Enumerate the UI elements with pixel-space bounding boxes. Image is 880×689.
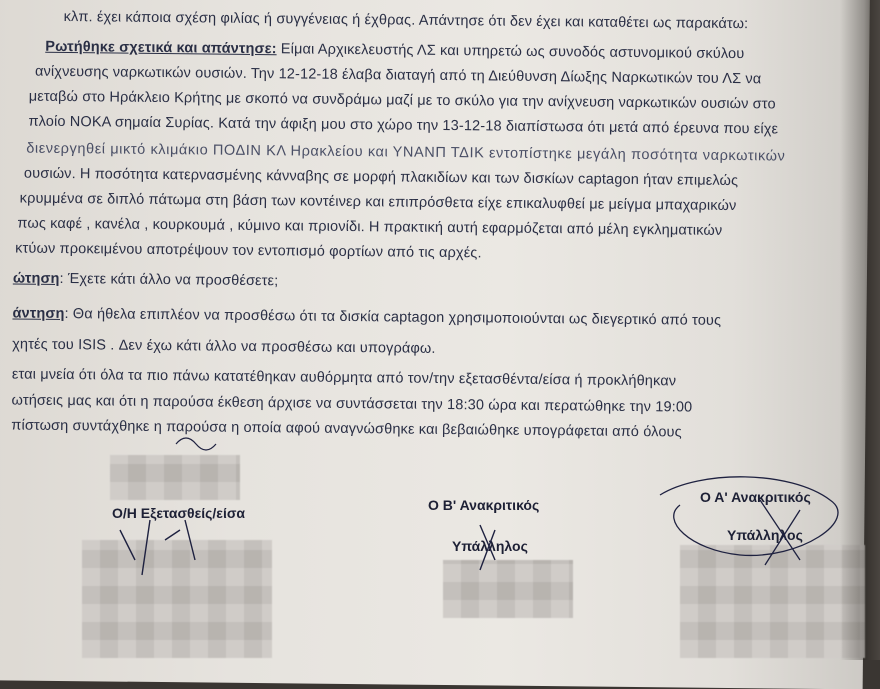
text-line: πίστωση συντάχθηκε η παρούσα η οποία αφού αναγνώσθηκε και βεβαιώθηκε υπογράφεται από όλους bbox=[11, 417, 682, 441]
text-line: ανίχνευσης ναρκωτικών ουσιών. Την 12-12-18 έλαβα διαταγή από τη Διεύθυνση Δίωξης Ναρκωτικών του ΛΣ να bbox=[34, 63, 762, 88]
answer-text: Είμαι Αρχικελευστής ΛΣ και υπηρετώ ως συνοδός αστυνομικού σκύλου bbox=[276, 41, 745, 63]
second-investigator-sub: Υπάλληλος bbox=[452, 538, 528, 554]
question-label: Ρωτήθηκε σχετικά και απάντησε: bbox=[45, 38, 277, 58]
text-line: μεταβώ στο Ηράκλειο Κρήτης με σκοπό να συνδράμω μαζί με το σκύλο για την ανίχνευση ναρκωτικών ουσιών στο bbox=[28, 88, 776, 113]
text-line: κλπ. έχει κάποια σχέση φιλίας ή συγγένειας ή έχθρας. Απάντησε ότι δεν έχει και καταθέτει ως παρακάτω: bbox=[63, 8, 749, 33]
first-investigator-label: Ο Α' Ανακριτικός bbox=[700, 489, 811, 505]
examinee-signature-label: Ο/Η Εξετασθείς/είσα bbox=[112, 505, 246, 521]
text-line: πως καφέ , κανέλα , κουρκουμά , κύμινο και πριονίδι. Η πρακτική αυτή εφαρμόζεται από μέλη εγκληματικών bbox=[17, 215, 723, 239]
page-edge-shadow bbox=[840, 0, 880, 660]
text-line: ωτήσεις μας και ότι η παρούσα έκθεση άρχισε να συντάσσεται την 18:30 ώρα και περατώθηκε την 19:00 bbox=[11, 392, 693, 416]
text-line: κτύων προκειμένου αποτρέψουν τον εντοπισμό φορτίων από τις αρχές. bbox=[15, 240, 482, 262]
text-line: διενεργηθεί μικτό κλιμάκιο ΠΟΔΙΝ ΚΛ Ηρακλείου και ΥΝΑΝΠ ΤΔΙΚ εντοπίστηκε μεγάλη ποσότητα ναρκωτικών bbox=[26, 140, 786, 165]
first-investigator-sub: Υπάλληλος bbox=[727, 527, 803, 543]
text-line: κρυμμένα σε διπλό πάτωμα στη βάση των κοντέινερ και επιπρόσθετα είχε επικαλυφθεί με μείγμα μπαχαρικών bbox=[19, 190, 737, 215]
text-line: ουσιών. Η ποσότητα κατερνασμένης κάνναβης σε μορφή πλακιδίων και των δισκίων captagon ήταν επιμελώς bbox=[23, 165, 739, 190]
answer-text: : Θα ήθελα επιπλέον να προσθέσω ότι τα δισκία captagon χρησιμοποιούνται ως διεγερτικό από τους bbox=[64, 306, 722, 329]
text-line: πλοίο ΝΟΚΑ σημαία Συρίας. Κατά την άφιξη μου στο χώρο την 13-12-18 διαπίστωσα ότι μετά από έρευνα που είχε bbox=[28, 113, 779, 138]
question-text: : Έχετε κάτι άλλο να προσθέσετε; bbox=[59, 270, 279, 290]
answer-label: άντηση bbox=[12, 305, 65, 323]
question-label: ώτηση bbox=[12, 270, 60, 287]
text-line: εται μνεία ότι όλα τα πιο πάνω κατατέθηκαν αυθόρμητα από τον/την εξετασθέντα/είσα ή προκλήθηκαν bbox=[11, 366, 677, 390]
text-line: χητές του ISIS . Δεν έχω κάτι άλλο να προσθέσω και υπογράφω. bbox=[12, 336, 436, 357]
second-investigator-label: Ο Β' Ανακριτικός bbox=[428, 497, 540, 513]
